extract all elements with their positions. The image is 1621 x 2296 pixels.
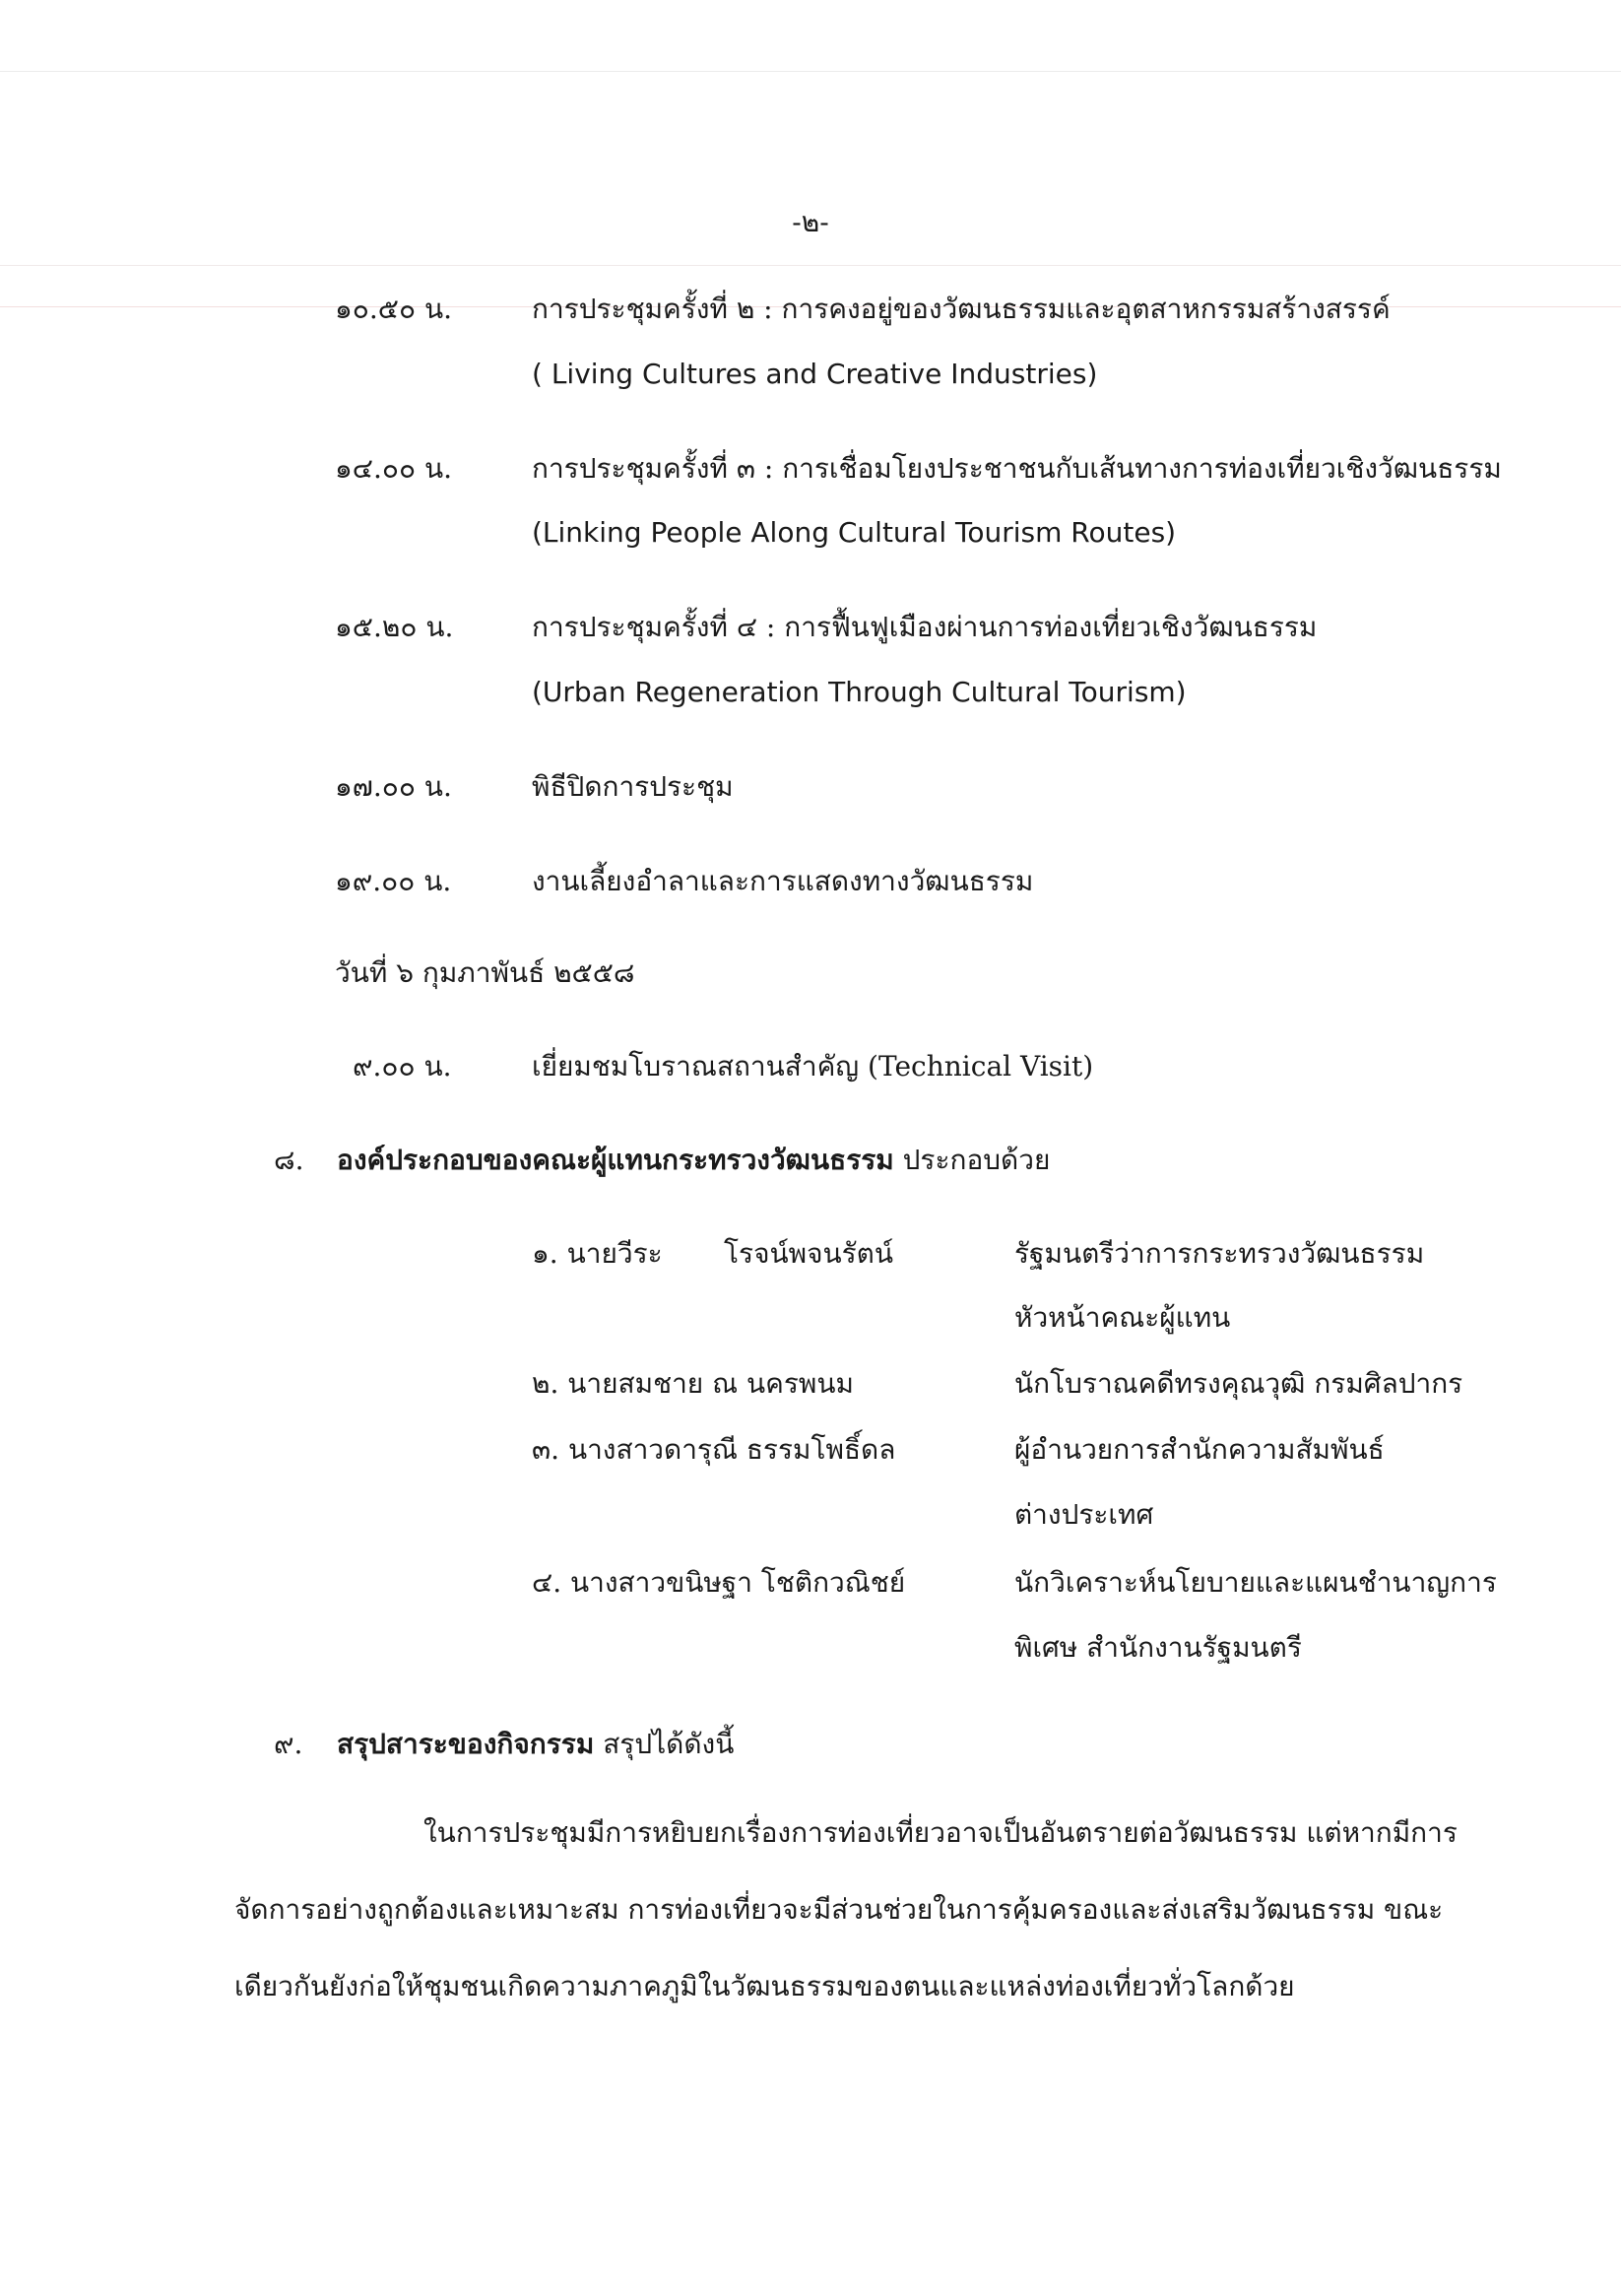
schedule-item-subtitle: (Urban Regeneration Through Cultural Tourism) <box>532 676 1187 708</box>
page-number: -๒- <box>792 206 829 238</box>
section-number: ๙. <box>274 1728 303 1760</box>
schedule-item-title: การประชุมครั้งที่ ๒ : การคงอยู่ของวัฒนธรรมและอุตสาหกรรมสร้างสรรค์ <box>532 293 1391 325</box>
scan-artifact-line <box>0 71 1621 72</box>
schedule-item-title: พิธีปิดการประชุม <box>532 770 734 803</box>
schedule-time: ๑๕.๒๐ น. <box>335 611 454 643</box>
section-heading-bold: องค์ประกอบของคณะผู้แทนกระทรวงวัฒนธรรม <box>337 1144 894 1176</box>
member-role: นักโบราณคดีทรงคุณวุฒิ กรมศิลปากร <box>1014 1367 1463 1400</box>
schedule-item-title: การประชุมครั้งที่ ๔ : การฟื้นฟูเมืองผ่านการท่องเที่ยวเชิงวัฒนธรรม <box>532 611 1318 643</box>
schedule-time: ๑๙.๐๐ น. <box>335 865 452 897</box>
section-heading <box>337 1141 1050 1180</box>
schedule-item-title: งานเลี้ยงอำลาและการแสดงทางวัฒนธรรม <box>532 865 1034 897</box>
section-number: ๘. <box>274 1144 304 1176</box>
member-role: หัวหน้าคณะผู้แทน <box>1014 1301 1231 1334</box>
schedule-time: ๑๔.๐๐ น. <box>335 452 452 485</box>
schedule-item-title: การประชุมครั้งที่ ๓ : การเชื่อมโยงประชาชนกับเส้นทางการท่องเที่ยวเชิงวัฒนธรรม <box>532 452 1502 485</box>
member-role: ผู้อำนวยการสำนักความสัมพันธ์ <box>1014 1433 1385 1466</box>
member-role: ต่างประเทศ <box>1014 1498 1154 1531</box>
schedule-time: ๑๗.๐๐ น. <box>335 770 452 803</box>
member-name: ๔. นางสาวขนิษฐา โชติกวณิชย์ <box>532 1566 906 1599</box>
schedule-item-subtitle: ( Living Cultures and Creative Industries) <box>532 358 1098 390</box>
day-heading: วันที่ ๖ กุมภาพันธ์ ๒๕๕๘ <box>335 956 635 989</box>
schedule-time: ๑๐.๕๐ น. <box>335 293 452 325</box>
member-role: พิเศษ สำนักงานรัฐมนตรี <box>1014 1631 1302 1664</box>
section-heading-rest: สรุปได้ดังนี้ <box>603 1728 735 1760</box>
schedule-item-subtitle: (Linking People Along Cultural Tourism Routes) <box>532 516 1177 549</box>
member-name: ๒. นายสมชาย ณ นครพนม <box>532 1367 854 1400</box>
member-role: รัฐมนตรีว่าการกระทรวงวัฒนธรรม <box>1014 1237 1425 1270</box>
section-heading-rest: ประกอบด้วย <box>902 1144 1051 1176</box>
member-role: นักวิเคราะห์นโยบายและแผนชำนาญการ <box>1014 1566 1497 1599</box>
section-heading-bold: สรุปสาระของกิจกรรม <box>337 1728 595 1760</box>
summary-paragraph-text: ในการประชุมมีการหยิบยกเรื่องการท่องเที่ยวอาจเป็นอันตรายต่อวัฒนธรรม แต่หากมีการจัดการอย่างถูกต้องและเหมาะสม การท่องเที่ยวจะมีส่วนช่วยในการคุ้มครองและส่งเสริมวัฒนธรรม ขณะเดียวกันยังก่อให้ชุมชนเกิดความภาคภูมิในวัฒนธรรมของตนและแหล่งท่องเที่ยวทั่วโลกด้วย <box>234 1816 1458 2002</box>
member-name: ๓. นางสาวดารุณี ธรรมโพธิ์ดล <box>532 1433 896 1466</box>
schedule-time: ๙.๐๐ น. <box>353 1050 452 1082</box>
member-surname: โรจน์พจนรัตน์ <box>724 1237 893 1270</box>
section-heading <box>337 1725 734 1764</box>
member-name: ๑. นายวีระ <box>532 1237 663 1270</box>
scan-artifact-line <box>0 265 1621 266</box>
summary-paragraph <box>234 1795 1490 2025</box>
schedule-item-title: เยี่ยมชมโบราณสถานสำคัญ (Technical Visit) <box>532 1050 1094 1082</box>
